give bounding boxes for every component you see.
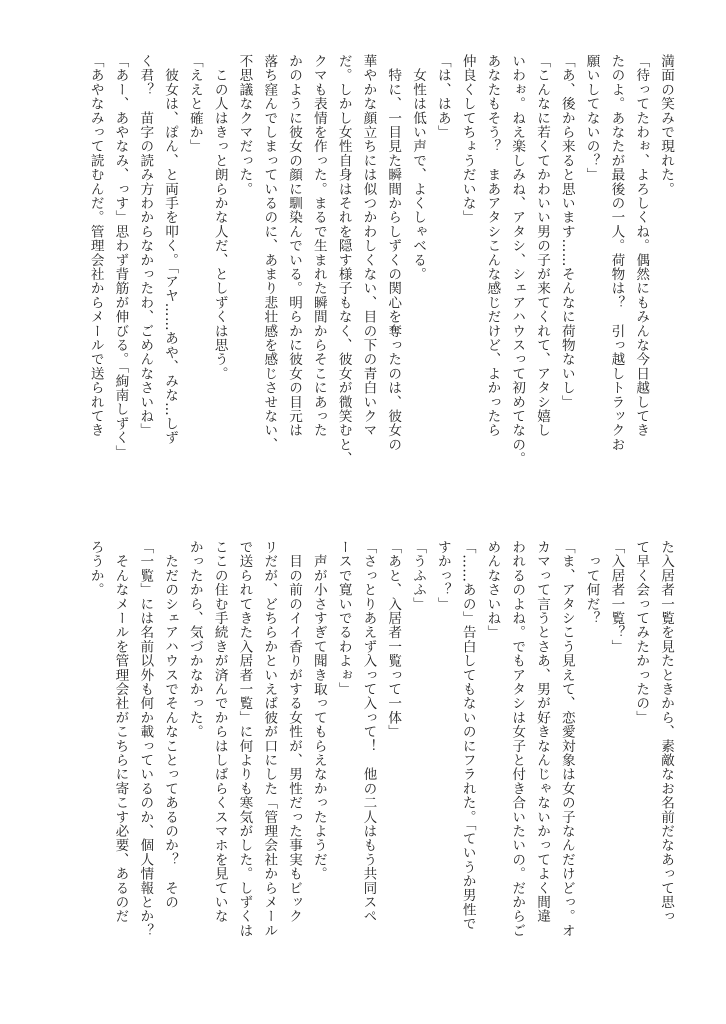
- text-line: すかっ？」: [434, 540, 451, 611]
- text-line: 「あやなみって読むんだ。管理会社からメールで送られてき: [87, 54, 104, 438]
- text-line: ここの住む手続きが済んでからはしばらくスマホを見ていな: [211, 540, 228, 924]
- text-line: た入居者一覧を見たときから、素敵なお名前だなあって思っ: [658, 540, 674, 924]
- text-line: 不思議なクマだった。: [236, 54, 253, 196]
- text-line: かったから、気づかなかった。: [186, 540, 203, 739]
- text-line: ろうか。: [87, 540, 104, 597]
- text-line: ースで寛いでるわよぉ」: [335, 540, 352, 697]
- text-line: この人はきっと朗らかな人だ、としずくは思う。: [211, 54, 228, 381]
- text-line: 「入居者一覧？」: [608, 540, 625, 654]
- text-line: 女性は低い声で、よくしゃべる。: [410, 54, 427, 282]
- text-line: 満面の笑みで現れた。: [658, 54, 674, 196]
- text-line: そんなメールを管理会社がこちらに寄こす必要、あるのだ: [112, 540, 129, 924]
- text-line: 「あー、あやなみ、っす」思わず背筋が伸びる。「絢南しずく」: [112, 54, 129, 459]
- text-line: ただのシェアハウスでそんなことってあるのか？ その: [162, 540, 179, 910]
- text-line: かのように彼女の顔に馴染んでいる。明らかに彼女の目元は: [286, 54, 303, 438]
- text-line: 「待ってたわぉ、よろしくね。偶然にもみんな今日越してき: [633, 54, 650, 438]
- text-line: く君？ 苗字の読み方わからなかったわ、ごめんなさいね」: [137, 54, 154, 438]
- text-line: 「あ、後から来ると思います……そんなに荷物ないし」: [558, 54, 575, 409]
- text-line: 願いしてないの？」: [583, 54, 600, 182]
- text-line: 「あと、入居者一覧って一体」: [385, 540, 402, 739]
- text-line: 仲良くしてちょうだいな」: [459, 54, 476, 225]
- text-line: カマって言うとさあ、男が好きなんじゃないかってよく間違: [534, 540, 551, 924]
- text-line: クマも表情を作った。まるで生まれた瞬間からそこにあった: [310, 54, 327, 438]
- text-line: たのよ。あなたが最後の一人。荷物は？ 引っ越しトラックお: [608, 54, 625, 452]
- text-line: 目の前のイイ香りがする女性が、男性だった事実もビック: [286, 540, 303, 924]
- text-line: いわぉ。ねえ楽しみね、アタシ、シェアハウスって初めてなの。: [509, 54, 526, 466]
- text-line: て早く会ってみたかったの」: [633, 540, 650, 725]
- text-line: 「は、はあ」: [434, 54, 451, 140]
- text-line: 「さっとりあえず入って入って！ 他の二人はもう共同スペ: [360, 540, 377, 924]
- text-line: めんなさいね」: [484, 540, 501, 640]
- text-line: って何だ？: [583, 540, 600, 626]
- text-line: 「……あの」告白してもないのにフラれた。「ていうか男性で: [459, 540, 476, 931]
- text-line: われるのよね。でもアタシは女子と付き合いたいの。だからご: [509, 540, 526, 938]
- text-line: 華やかな顔立ちには似つかわしくない、目の下の青白いクマ: [360, 54, 377, 438]
- text-line: 「うふふ」: [410, 540, 427, 611]
- text-column-top: [58, 54, 678, 502]
- text-line: 特に、一目見た瞬間からしずくの関心を奪ったのは、彼女の: [385, 54, 402, 452]
- text-line: 彼女は、ぽん、と両手を叩く。「アヤ……あや、みな…しず: [162, 54, 179, 445]
- text-line: 「ま、アタシこう見えて、恋愛対象は女の子なんだけどっ。オ: [558, 540, 575, 938]
- text-column-bottom: [58, 540, 678, 988]
- text-line: 「ええと確か」: [186, 54, 203, 154]
- text-line: リだが、どちらかといえば彼が口にした「管理会社からメール: [261, 540, 278, 938]
- text-line: だ。しかし女性自身はそれを隠す様子もなく、彼女が微笑むと、: [335, 54, 352, 466]
- text-line: あなたもそう？ まあアタシこんな感じだけど、よかったら: [484, 54, 501, 438]
- text-line: 声が小さすぎて聞き取ってもらえなかったようだ。: [310, 540, 327, 881]
- text-line: で送られてきた入居者一覧」に何よりも寒気がした。しずくは: [236, 540, 253, 938]
- text-line: 「一覧」には名前以外も何か載っているのか、個人情報とか？: [137, 540, 154, 938]
- text-line: 「こんなに若くてかわいい男の子が来てくれて、アタシ嬉し: [534, 54, 551, 438]
- text-line: 落ち窪んでしまっているのに、あまり悲壮感を感じさせない、: [261, 54, 278, 452]
